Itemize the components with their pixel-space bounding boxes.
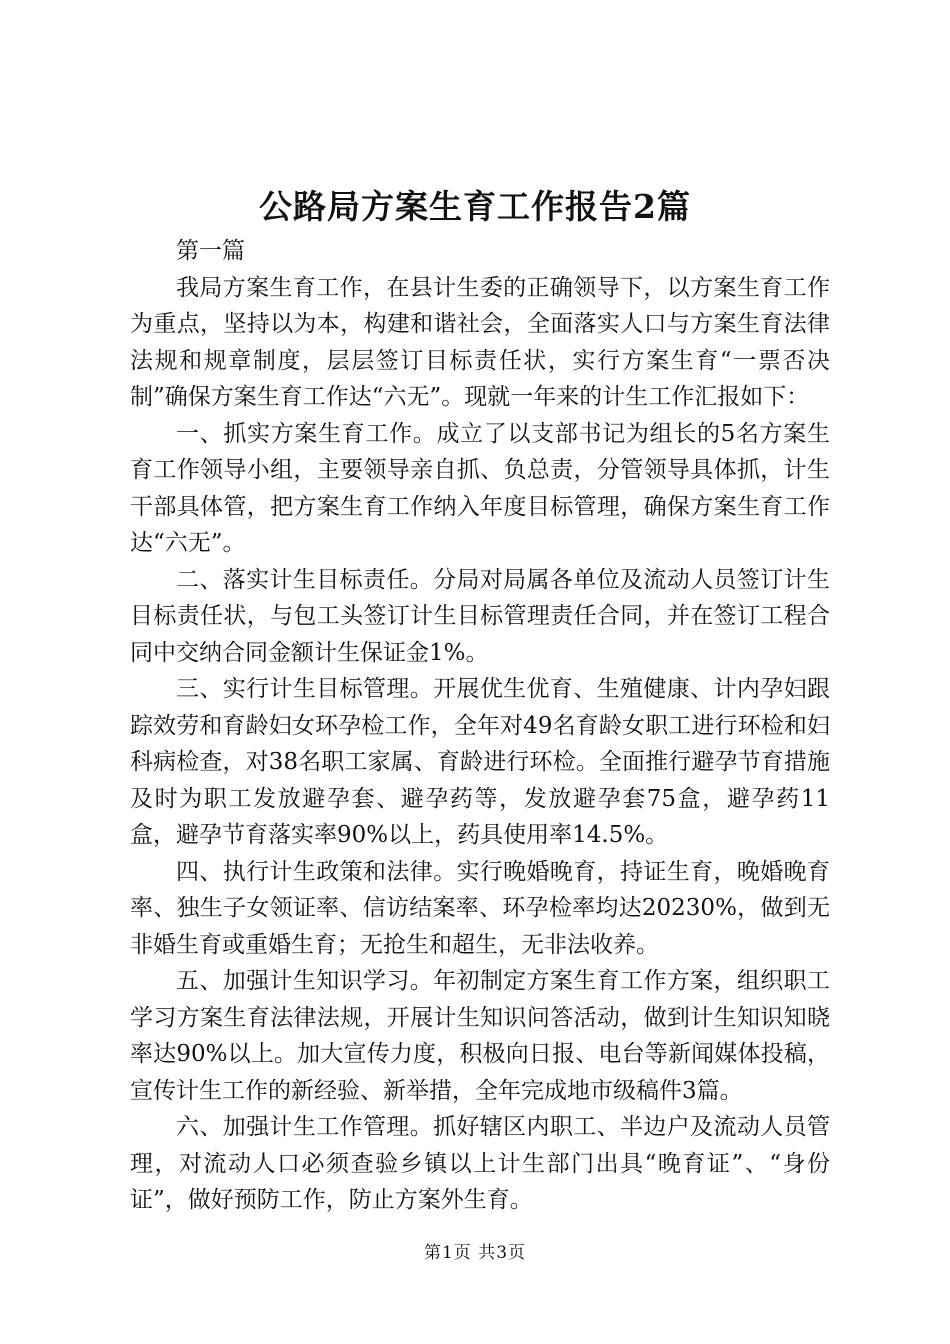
- paragraph-item-3: 三、实行计生目标管理。开展优生优育、生殖健康、计内孕妇跟踪效劳和育龄妇女环孕检工作，全年对49名育龄女职工进行环检和妇科病检查，对38名职工家属、育龄进行环检。全面推行避孕节育措施及时为职工发放避孕套、避孕药等，发放避孕套75盒，避孕药11盒，避孕节育落实率90%以上，药具使用率14.5%。: [130, 676, 830, 848]
- document-title: 公路局方案生育工作报告2篇: [259, 187, 691, 226]
- paragraph-item-2: 二、落实计生目标责任。分局对局属各单位及流动人员签订计生目标责任状，与包工头签订计生目标管理责任合同，并在签订工程合同中交纳合同金额计生保证金1%。: [130, 566, 830, 666]
- section-heading: 第一篇: [176, 238, 245, 264]
- paragraph-item-4: 四、执行计生政策和法律。实行晚婚晚育，持证生育，晚婚晚育率、独生子女领证率、信访结案率、环孕检率均达20230%，做到无非婚生育或重婚生育；无抢生和超生，无非法收养。: [130, 858, 830, 958]
- paragraph-item-1: 一、抓实方案生育工作。成立了以支部书记为组长的5名方案生育工作领导小组，主要领导亲自抓、负总责，分管领导具体抓，计生干部具体管，把方案生育工作纳入年度目标管理，确保方案生育工作达“六无”。: [130, 420, 830, 556]
- paragraph-intro: 我局方案生育工作，在县计生委的正确领导下，以方案生育工作为重点，坚持以为本，构建和谐社会，全面落实人口与方案生育法律法规和规章制度，层层签订目标责任状，实行方案生育“一票否决制”确保方案生育工作达“六无”。现就一年来的计生工作汇报如下：: [130, 274, 830, 410]
- paragraph-item-6: 六、加强计生工作管理。抓好辖区内职工、半边户及流动人员管理，对流动人口必须查验乡镇以上计生部门出具“晚育证”、“身份证”，做好预防工作，防止方案外生育。: [130, 1114, 830, 1213]
- paragraph-item-5: 五、加强计生知识学习。年初制定方案生育工作方案，组织职工学习方案生育法律法规，开展计生知识问答活动，做到计生知识知晓率达90%以上。加大宣传力度，积极向日报、电台等新闻媒体投稿，宣传计生工作的新经验、新举措，全年完成地市级稿件3篇。: [130, 968, 830, 1104]
- document-body: [130, 233, 830, 1219]
- page-number-footer: 第1页 共3页: [423, 1243, 527, 1263]
